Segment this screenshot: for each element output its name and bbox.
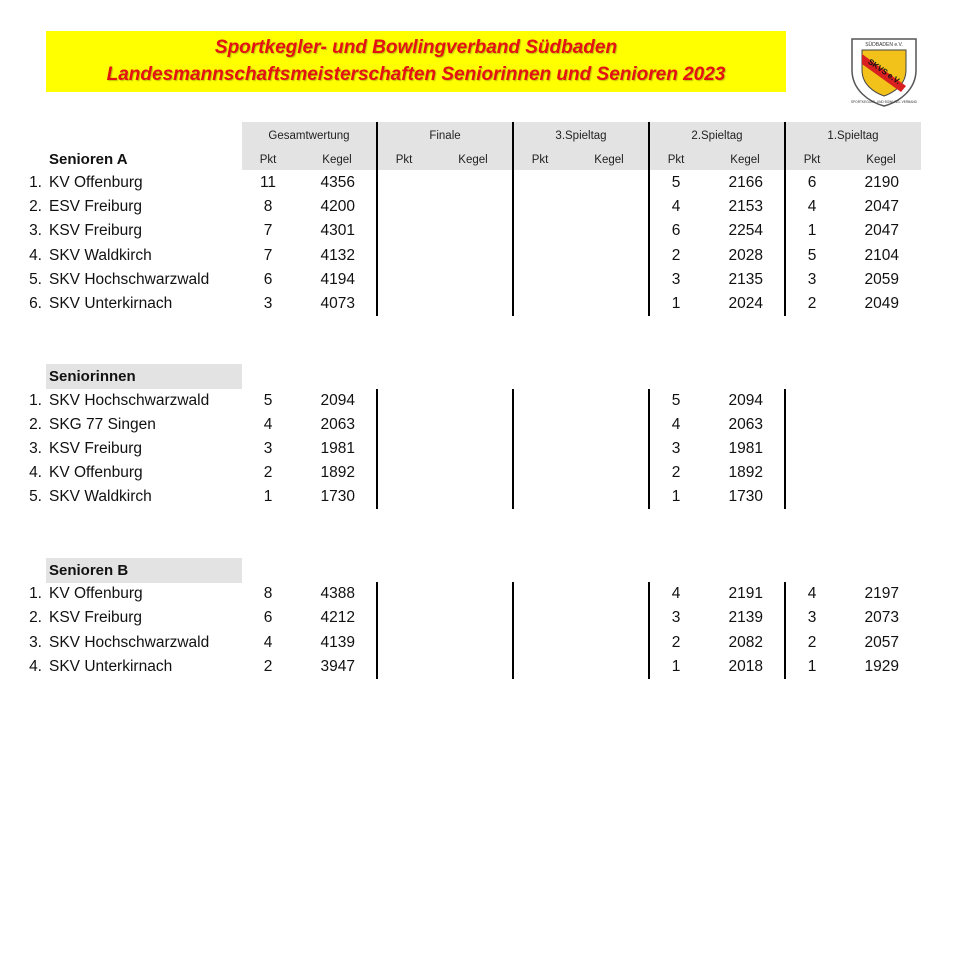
total-pkt-cell: 7 [263,222,273,239]
s2-pkt-cell: 3 [671,271,681,288]
s2-pkt-cell: 5 [671,174,681,191]
section-title: Senioren A [49,151,128,168]
s2-kegel-cell: 2135 [728,271,763,288]
title-banner [46,31,786,92]
total-kegel-cell: 3947 [320,658,355,675]
column-group-header: 3.Spieltag [555,130,607,142]
s2-kegel-cell: 2153 [728,198,763,215]
s2-kegel-cell: 1981 [728,440,763,457]
s2-pkt-cell: 4 [671,198,681,215]
team-name: ESV Freiburg [49,198,143,215]
s2-pkt-cell: 3 [671,609,681,626]
column-divider [784,582,786,679]
s2-kegel-cell: 2024 [728,295,763,312]
s2-pkt-cell: 4 [671,416,681,433]
section-title: Senioren B [49,562,129,579]
total-pkt-cell: 7 [263,247,273,264]
total-kegel-cell: 4388 [320,585,355,602]
kegel-header: Kegel [594,154,624,166]
title-line-1: Sportkegler- und Bowlingverband Südbaden [214,37,618,58]
column-divider [648,582,650,679]
rank-cell: 3. [29,222,42,239]
skvs-logo-icon [849,36,919,108]
s1-pkt-cell: 2 [807,634,817,651]
column-divider [512,389,514,509]
section-title: Seniorinnen [49,368,136,385]
s1-kegel-cell: 2057 [864,634,899,651]
total-kegel-cell: 4356 [320,174,355,191]
s1-pkt-cell: 3 [807,609,817,626]
s1-kegel-cell: 1929 [864,658,899,675]
s2-pkt-cell: 1 [671,295,681,312]
section-header [46,147,242,172]
team-name: KSV Freiburg [49,222,143,239]
total-kegel-cell: 1892 [320,464,355,481]
team-name: SKG 77 Singen [49,416,156,433]
pkt-header: Pkt [395,154,413,166]
team-name: SKV Waldkirch [49,488,152,505]
total-kegel-cell: 1730 [320,488,355,505]
rank-cell: 1. [29,585,42,602]
s2-kegel-cell: 1730 [728,488,763,505]
s1-kegel-cell: 2047 [864,222,899,239]
rank-cell: 1. [29,174,42,191]
s1-pkt-cell: 3 [807,271,817,288]
total-pkt-cell: 3 [263,440,273,457]
total-pkt-cell: 4 [263,416,273,433]
total-kegel-cell: 4212 [320,609,355,626]
s2-pkt-cell: 2 [671,247,681,264]
column-group-header: Finale [429,130,461,142]
s2-kegel-cell: 2191 [728,585,763,602]
total-pkt-cell: 11 [259,174,277,191]
total-kegel-cell: 4194 [320,271,355,288]
s1-kegel-cell: 2190 [864,174,899,191]
team-name: SKV Unterkirnach [49,658,173,675]
s2-kegel-cell: 2028 [728,247,763,264]
total-kegel-cell: 1981 [320,440,355,457]
s1-kegel-cell: 2197 [864,585,899,602]
column-divider [784,122,786,316]
total-pkt-cell: 4 [263,634,273,651]
total-pkt-cell: 5 [263,392,273,409]
column-divider [512,122,514,316]
team-name: KV Offenburg [49,464,143,481]
total-pkt-cell: 8 [263,585,273,602]
s2-kegel-cell: 2018 [728,658,763,675]
s1-kegel-cell: 2049 [864,295,899,312]
rank-cell: 4. [29,247,42,264]
team-name: SKV Waldkirch [49,247,152,264]
total-kegel-cell: 4132 [320,247,355,264]
s1-pkt-cell: 6 [807,174,817,191]
column-divider [648,122,650,316]
total-kegel-cell: 4073 [320,295,355,312]
team-name: SKV Unterkirnach [49,295,173,312]
rank-cell: 3. [29,440,42,457]
rank-cell: 5. [29,271,42,288]
total-pkt-cell: 2 [263,464,273,481]
kegel-header: Kegel [866,154,896,166]
column-divider [376,122,378,316]
s1-pkt-cell: 5 [807,247,817,264]
column-group-header: Gesamtwertung [268,130,350,142]
s2-pkt-cell: 3 [671,440,681,457]
logo-center-text: SKVS e.V. [866,57,903,87]
team-name: SKV Hochschwarzwald [49,634,210,651]
s2-kegel-cell: 2063 [728,416,763,433]
s2-pkt-cell: 5 [671,392,681,409]
total-kegel-cell: 2063 [320,416,355,433]
team-name: SKV Hochschwarzwald [49,392,210,409]
total-kegel-cell: 2094 [320,392,355,409]
total-kegel-cell: 4301 [320,222,355,239]
column-divider [512,582,514,679]
team-name: KV Offenburg [49,585,143,602]
team-name: KSV Freiburg [49,440,143,457]
s2-pkt-cell: 6 [671,222,681,239]
s2-pkt-cell: 2 [671,464,681,481]
s2-kegel-cell: 2139 [728,609,763,626]
rank-cell: 6. [29,295,42,312]
s2-pkt-cell: 4 [671,585,681,602]
pkt-header: Pkt [259,154,277,166]
column-group-header: 1.Spieltag [827,130,879,142]
s1-kegel-cell: 2059 [864,271,899,288]
s1-pkt-cell: 1 [807,658,817,675]
s1-kegel-cell: 2104 [864,247,899,264]
team-name: SKV Hochschwarzwald [49,271,210,288]
total-kegel-cell: 4139 [320,634,355,651]
team-name: KSV Freiburg [49,609,143,626]
total-kegel-cell: 4200 [320,198,355,215]
total-pkt-cell: 1 [263,488,273,505]
kegel-header: Kegel [458,154,488,166]
rank-cell: 1. [29,392,42,409]
s1-kegel-cell: 2047 [864,198,899,215]
column-divider [784,389,786,509]
pkt-header: Pkt [667,154,685,166]
s1-pkt-cell: 2 [807,295,817,312]
section-header [46,558,242,583]
s1-pkt-cell: 4 [807,198,817,215]
s1-pkt-cell: 4 [807,585,817,602]
column-divider [376,389,378,509]
total-pkt-cell: 2 [263,658,273,675]
s2-kegel-cell: 2166 [728,174,763,191]
team-name: KV Offenburg [49,174,143,191]
total-pkt-cell: 6 [263,271,273,288]
column-divider [648,389,650,509]
total-pkt-cell: 6 [263,609,273,626]
s1-kegel-cell: 2073 [864,609,899,626]
kegel-header: Kegel [322,154,352,166]
rank-cell: 2. [29,609,42,626]
total-pkt-cell: 8 [263,198,273,215]
rank-cell: 4. [29,658,42,675]
kegel-header: Kegel [730,154,760,166]
rank-cell: 2. [29,416,42,433]
s1-pkt-cell: 1 [807,222,817,239]
logo-ring-text: SPORTKEGLER- UND BOWLING- VERBAND [850,100,918,104]
column-divider [376,582,378,679]
pkt-header: Pkt [803,154,821,166]
column-group-header: 2.Spieltag [691,130,743,142]
section-header [46,364,242,389]
rank-cell: 3. [29,634,42,651]
s2-kegel-cell: 2082 [728,634,763,651]
rank-cell: 5. [29,488,42,505]
rank-cell: 2. [29,198,42,215]
logo-top-text: SÜDBADEN e.V. [865,42,903,48]
s2-pkt-cell: 2 [671,634,681,651]
s2-pkt-cell: 1 [671,658,681,675]
s2-kegel-cell: 2094 [728,392,763,409]
title-line-2: Landesmannschaftsmeisterschaften Seniorinnen und Senioren 2023 [106,64,726,85]
total-pkt-cell: 3 [263,295,273,312]
rank-cell: 4. [29,464,42,481]
s2-pkt-cell: 1 [671,488,681,505]
s2-kegel-cell: 2254 [728,222,763,239]
s2-kegel-cell: 1892 [728,464,763,481]
pkt-header: Pkt [531,154,549,166]
